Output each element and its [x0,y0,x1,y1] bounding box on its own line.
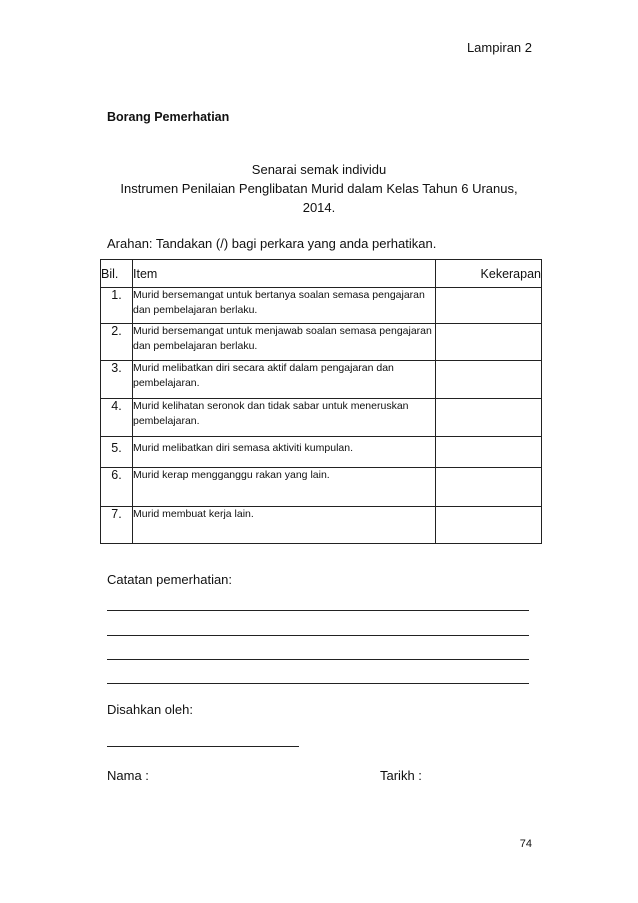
form-title: Borang Pemerhatian [107,110,230,124]
table-row [101,398,542,436]
approved-by-label: Disahkan oleh: [107,702,193,717]
page-number: 74 [519,838,532,850]
frequency-cell[interactable] [436,360,542,398]
frequency-cell[interactable] [436,506,542,543]
table-row [101,324,542,360]
frequency-cell[interactable] [436,398,542,436]
appendix-label: Lampiran 2 [466,40,532,55]
frequency-cell[interactable] [436,468,542,506]
notes-label: Catatan pemerhatian: [107,572,233,587]
notes-line[interactable] [107,683,529,684]
date-label: Tarikh : [380,768,422,783]
header-frequency: Kekerapan [436,260,542,288]
instruction-text: Arahan: Tandakan (/) bagi perkara yang anda perhatikan. [107,236,437,251]
name-label: Nama : [107,768,149,783]
row-item: Murid melibatkan diri secara aktif dalam pengajaran dan pembelajaran. [133,360,436,398]
signature-line[interactable] [107,746,299,747]
row-number: 1. [101,288,133,324]
row-item: Murid kerap mengganggu rakan yang lain. [133,468,436,506]
heading-line-2: Instrumen Penilaian Penglibatan Murid dalam Kelas Tahun 6 Uranus, [120,181,518,196]
notes-line[interactable] [107,659,529,660]
row-number: 4. [101,398,133,436]
table-row [101,288,542,324]
notes-line[interactable] [107,610,529,611]
checklist-table [100,259,542,544]
row-number: 3. [101,360,133,398]
table-row [101,437,542,468]
frequency-cell[interactable] [436,324,542,360]
table-row [101,506,542,543]
header-bil: Bil. [101,260,133,288]
row-item: Murid melibatkan diri semasa aktiviti kumpulan. [133,437,436,468]
row-item: Murid membuat kerja lain. [133,506,436,543]
row-number: 5. [101,437,133,468]
row-item: Murid bersemangat untuk bertanya soalan semasa pengajaran dan pembelajaran berlaku. [133,288,436,324]
frequency-cell[interactable] [436,288,542,324]
heading-line-3: 2014. [302,200,336,215]
frequency-cell[interactable] [436,437,542,468]
heading-line-1: Senarai semak individu [251,162,387,177]
table-header-row [101,260,542,288]
row-item: Murid bersemangat untuk menjawab soalan semasa pengajaran dan pembelajaran berlaku. [133,324,436,360]
row-item: Murid kelihatan seronok dan tidak sabar untuk meneruskan pembelajaran. [133,398,436,436]
table-row [101,360,542,398]
notes-line[interactable] [107,635,529,636]
row-number: 2. [101,324,133,360]
header-item: Item [133,260,436,288]
row-number: 7. [101,506,133,543]
table-row [101,468,542,506]
row-number: 6. [101,468,133,506]
